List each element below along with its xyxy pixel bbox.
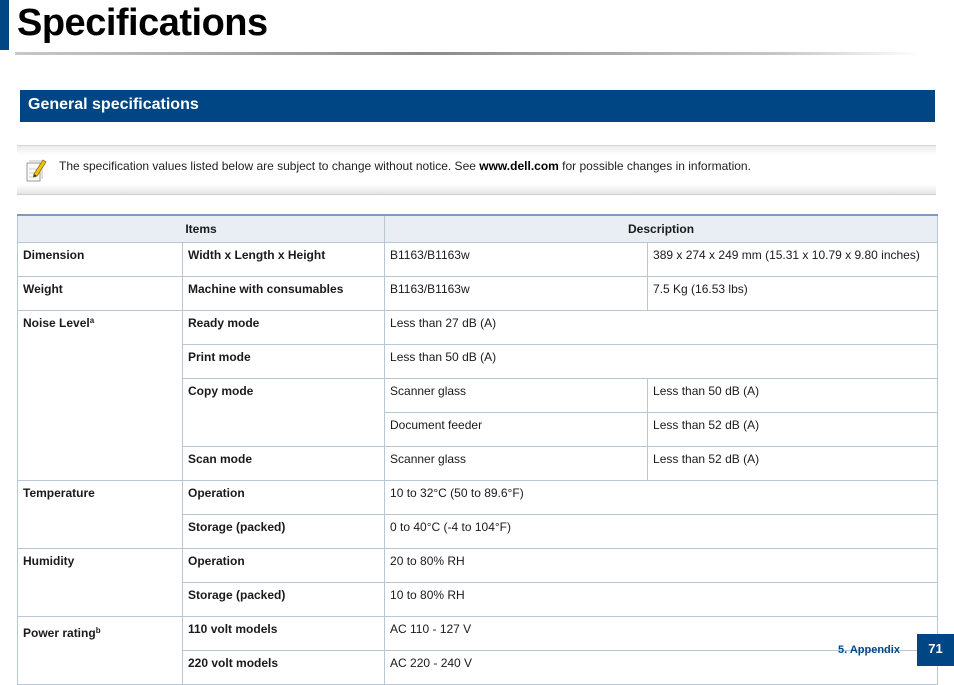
page-number: 71 [917, 634, 954, 666]
mode-cell: Scanner glass [385, 379, 648, 413]
category-noise-level [18, 311, 183, 481]
footnote-marker: b [95, 626, 101, 635]
table-row [18, 277, 938, 311]
category-weight: Weight [18, 277, 183, 311]
footer-chapter: 5. Appendix [838, 644, 900, 656]
item-label: Operation [183, 481, 385, 515]
value-cell: Less than 50 dB (A) [385, 345, 938, 379]
category-humidity: Humidity [18, 549, 183, 617]
table-row [18, 243, 938, 277]
page-title: Specifications [17, 2, 268, 44]
note-text-end: for possible changes in information. [558, 159, 751, 173]
table-header-row [18, 215, 938, 243]
value-cell: Less than 52 dB (A) [648, 447, 938, 481]
value-cell: 7.5 Kg (16.53 lbs) [648, 277, 938, 311]
value-cell: 10 to 80% RH [385, 583, 938, 617]
table-row [18, 481, 938, 515]
table-row [18, 549, 938, 583]
header-description: Description [385, 215, 938, 243]
item-label: Scan mode [183, 447, 385, 481]
spec-table [17, 214, 938, 685]
mode-cell: Document feeder [385, 413, 648, 447]
mode-cell: Scanner glass [385, 447, 648, 481]
item-label: Width x Length x Height [183, 243, 385, 277]
value-cell: Less than 50 dB (A) [648, 379, 938, 413]
item-label: Storage (packed) [183, 583, 385, 617]
model-cell: B1163/B1163w [385, 243, 648, 277]
category-dimension: Dimension [18, 243, 183, 277]
category-temperature: Temperature [18, 481, 183, 549]
item-label: 110 volt models [183, 617, 385, 651]
note-text [59, 159, 751, 173]
value-cell: AC 110 - 127 V [385, 617, 938, 651]
item-label: Storage (packed) [183, 515, 385, 549]
dell-link[interactable]: www.dell.com [479, 159, 559, 173]
value-cell: Less than 52 dB (A) [648, 413, 938, 447]
model-cell: B1163/B1163w [385, 277, 648, 311]
item-label: 220 volt models [183, 651, 385, 685]
title-divider [15, 52, 920, 55]
value-cell: 389 x 274 x 249 mm (15.31 x 10.79 x 9.80 inches) [648, 243, 938, 277]
note-text-start: The specification values listed below are subject to change without notice. See [59, 159, 480, 173]
category-label: Noise Level [23, 316, 90, 330]
category-power-rating [18, 617, 183, 685]
section-title: General specifications [28, 96, 199, 113]
table-row [18, 311, 938, 345]
value-cell: 20 to 80% RH [385, 549, 938, 583]
item-label: Operation [183, 549, 385, 583]
item-label: Machine with consumables [183, 277, 385, 311]
item-label: Copy mode [183, 379, 385, 447]
item-label: Print mode [183, 345, 385, 379]
value-cell: AC 220 - 240 V [385, 651, 938, 685]
item-label: Ready mode [183, 311, 385, 345]
header-items: Items [18, 215, 385, 243]
value-cell: 0 to 40°C (-4 to 104°F) [385, 515, 938, 549]
table-row [18, 617, 938, 651]
category-label: Power rating [23, 626, 96, 640]
note-box [17, 145, 936, 195]
title-accent-bar [0, 0, 9, 50]
section-header [20, 90, 935, 122]
note-pencil-icon [25, 157, 47, 183]
value-cell: Less than 27 dB (A) [385, 311, 938, 345]
footnote-marker: a [89, 316, 95, 325]
value-cell: 10 to 32°C (50 to 89.6°F) [385, 481, 938, 515]
